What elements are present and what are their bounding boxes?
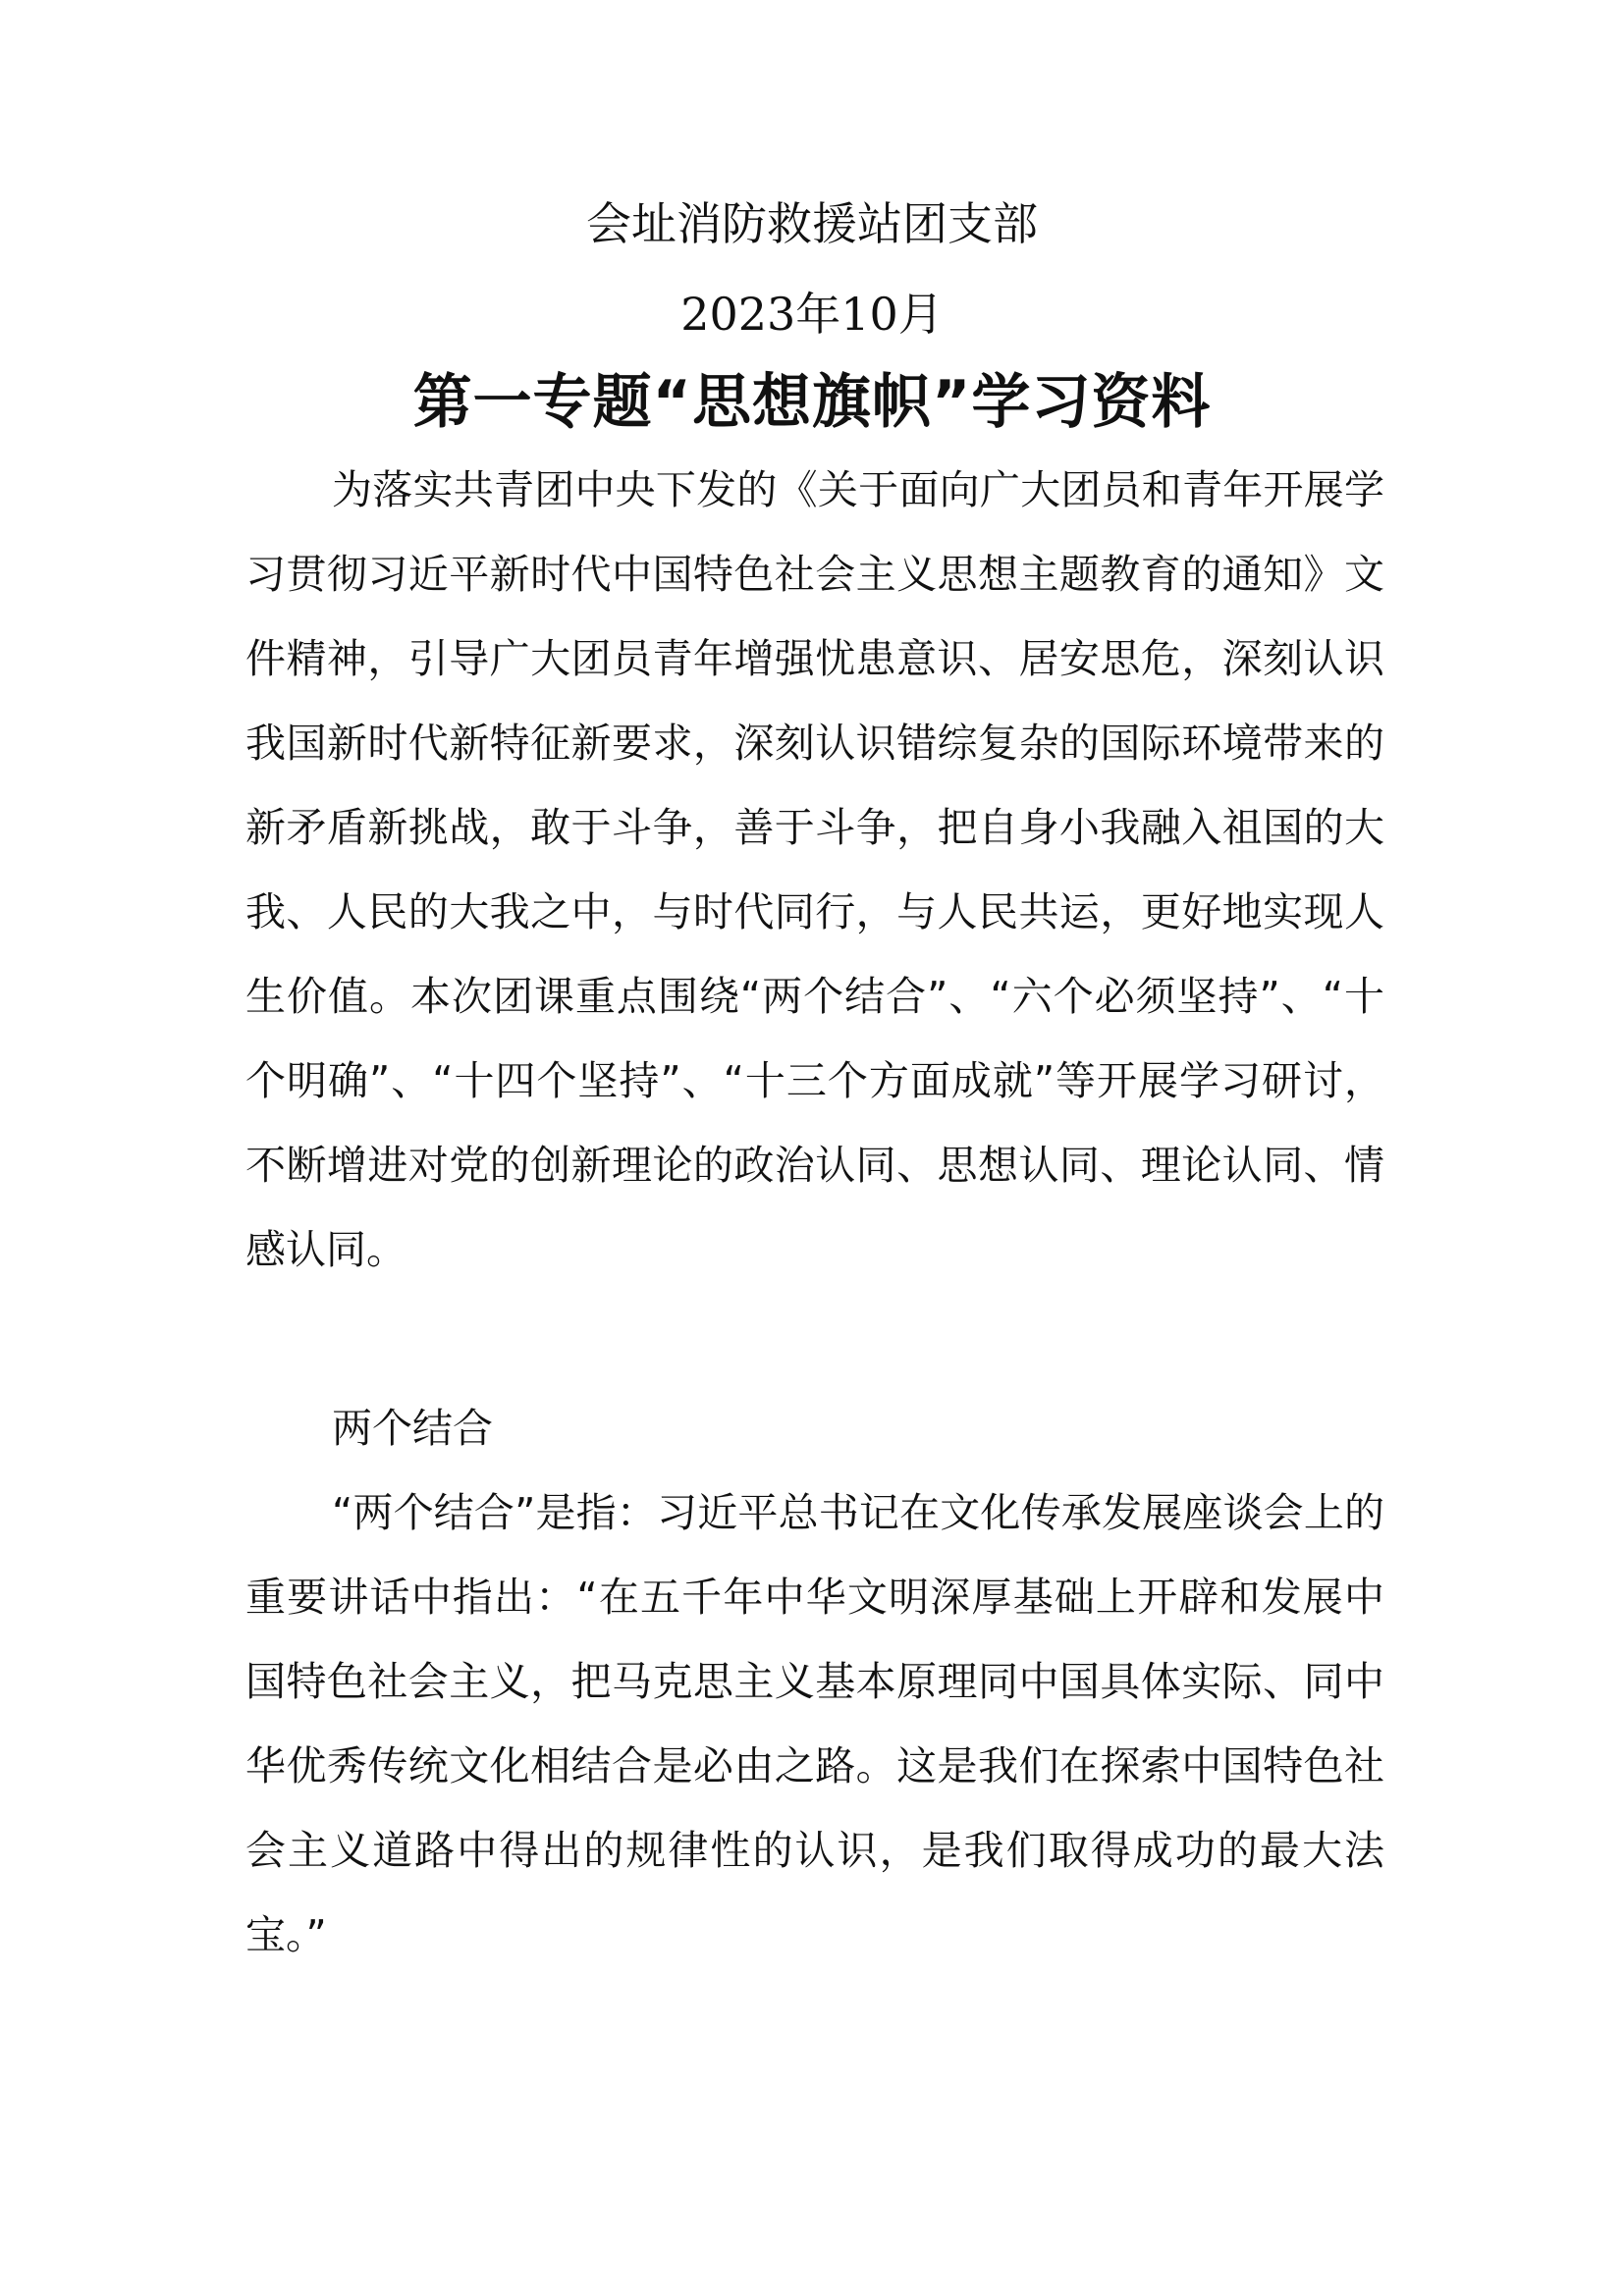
organization-name: 会址消防救援站团支部 [586,197,1038,250]
two-combinations-paragraph: “两个结合”是指：习近平总书记在文化传承发展座谈会上的重要讲话中指出：“在五千年中华文明深厚基础上开辟和发展中国特色社会主义，把马克思主义基本原理同中国具体实际、同中华优秀传统文化相结合是必由之路。这是我们在探索中国特色社会主义道路中得出的规律性的认识，是我们取得成功的最大法宝。” [245,1489,1384,1958]
document-title: 第一专题“思想旗帜”学习资料 [412,368,1212,437]
section-heading: 两个结合 [332,1405,493,1452]
intro-paragraph: 为落实共青团中央下发的《关于面向广大团员和青年开展学习贯彻习近平新时代中国特色社会主义思想主题教育的通知》文件精神，引导广大团员青年增强忧患意识、居安思危，深刻认识我国新时代新特征新要求，深刻认识错综复杂的国际环境带来的新矛盾新挑战，敢于斗争，善于斗争，把自身小我融入祖国的大我、人民的大我之中，与时代同行，与人民共运，更好地实现人生价值。本次团课重点围绕“两个结合”、“六个必须坚持”、“十个明确”、“十四个坚持”、“十三个方面成就”等开展学习研讨，不断增进对党的创新理论的政治认同、思想认同、理论认同、情感认同。 [245,466,1384,1273]
document-date: 2023年10月 [680,288,944,341]
